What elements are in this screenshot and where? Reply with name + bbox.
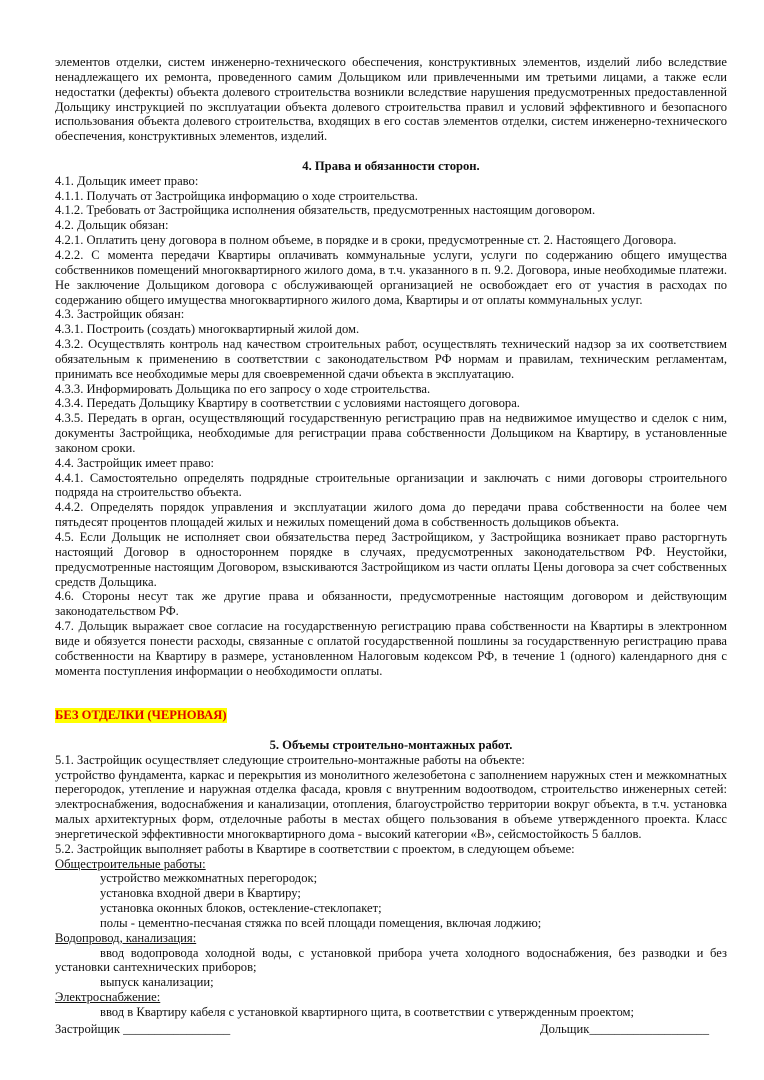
clause-item: 4.6. Стороны несут так же другие права и обязанности, предусмотренные настоящим договором и действующим законодательством РФ.	[55, 589, 727, 619]
section-4-items	[55, 174, 727, 679]
intro-paragraph: элементов отделки, систем инженерно-технического обеспечения, конструктивных элементов, изделий либо вследствие ненадлежащего их ремонта, проведенного самим Дольщиком или привлеченными им третьими лицами, а также если недостатки (дефекты) объекта долевого строительства возникли вследствие нарушения предусмотренных предоставленной Дольщику инструкцией по эксплуатации объекта долевого строительства правил и условий эффективного и безопасного использования объекта долевого строительства, входящих в его состав элементов отделки, систем инженерно-технического обеспечения, конструктивных элементов, изделий.	[55, 55, 727, 144]
clause-item: 4.4.1. Самостоятельно определять подрядные строительные организации и заключать с ними договоры строительного подряда на строительство объекта.	[55, 470, 727, 500]
list-item: ввод в Квартиру кабеля с установкой квартирного щита, в соответствии с утвержденным проектом;	[100, 1005, 635, 1019]
section-4-title: 4. Права и обязанности сторон.	[302, 158, 480, 173]
clause-item: 4.3.5. Передать в орган, осуществляющий государственную регистрацию прав на недвижимое имущество и сделок с ним, документы Застройщика, необходимые для регистрации права собственности Дольщиком на Квартиру, в установленные законом сроки.	[55, 411, 727, 455]
clause-item: 4.3.3. Информировать Дольщика по его запросу о ходе строительства.	[55, 381, 431, 396]
water-title: Водопровод, канализация:	[55, 930, 197, 945]
clause-item: 4.3.1. Построить (создать) многоквартирный жилой дом.	[55, 322, 360, 337]
clause-item: 4.3. Застройщик обязан:	[55, 307, 185, 322]
signature-line	[55, 1022, 727, 1037]
shareholder-signature: Дольщик___________________	[540, 1021, 709, 1036]
developer-signature: Застройщик _________________	[55, 1021, 231, 1036]
list-item: установка входной двери в Квартиру;	[100, 886, 301, 901]
clause-item: 4.2.2. С момента передачи Квартиры оплачивать коммунальные услуги, услуги по содержанию общего имущества собственников помещений многоквартирного жилого дома, в т.ч. указанного в п. 9.2. Договора, иные необходимые платежи. Не заключение Дольщиком договора с обслуживающей организацией не освобождает его от участия в расходах по содержанию общего имущества многоквартирного жилого дома, Квартиры и от оплаты коммунальных услуг.	[55, 247, 727, 307]
list-item: установка оконных блоков, остекление-стеклопакет;	[100, 901, 382, 916]
clause-item: 4.1.2. Требовать от Застройщика исполнения обязательств, предусмотренных настоящим договором.	[55, 203, 596, 218]
general-works-title: Общестроительные работы:	[55, 856, 206, 871]
clause-item: 4.4. Застройщик имеет право:	[55, 455, 215, 470]
clause-item: 4.1. Дольщик имеет право:	[55, 173, 199, 188]
clause-5-1: 5.1. Застройщик осуществляет следующие строительно-монтажные работы на объекте:	[55, 752, 525, 767]
clause-item: 4.5. Если Дольщик не исполняет свои обязательства перед Застройщиком, у Застройщика возникает право расторгнуть настоящий Договор в одностороннем порядке в случаях, предусмотренных законодательством РФ. Неустойки, предусмотренные настоящим Договором, взыскиваются Застройщиком из части оплаты Цены договора за счет собственных средств Дольщика.	[55, 530, 727, 589]
finish-type-highlight: БЕЗ ОТДЕЛКИ (ЧЕРНОВАЯ)	[55, 708, 227, 723]
clause-item: 4.4.2. Определять порядок управления и эксплуатации жилого дома до передачи права собственности на более чем пятьдесят процентов площадей жилых и нежилых помещений дома в собственность дольщиков объекта.	[55, 500, 727, 530]
section-5-title: 5. Объемы строительно-монтажных работ.	[269, 737, 513, 752]
list-item: полы - цементно-песчаная стяжка по всей площади помещения, включая лоджию;	[100, 915, 542, 930]
clause-item: 4.3.2. Осуществлять контроль над качеством строительных работ, осуществлять технический надзор за их соответствием обязательным к применению в соответствии с законодательством РФ нормам и правилам, техническим регламентам, принимать все необходимые меры для своевременной сдачи объекта в эксплуатацию.	[55, 337, 727, 381]
clause-5-2: 5.2. Застройщик выполняет работы в Квартире в соответствии с проектом, в следующем объеме:	[55, 841, 575, 856]
clause-item: 4.2. Дольщик обязан:	[55, 218, 169, 233]
clause-5-1-body: устройство фундамента, каркас и перекрытия из монолитного железобетона с заполнением наружных стен и межкомнатных перегородок, утепление и наружная отделка фасада, кровля с внутренним водоотводом, строительство инженерных сетей: электроснабжения, водоснабжения и канализации, отопления, благоустройство территории вокруг объекта, в т.ч. установка малых архитектурных форм, отделочные работы в местах общего пользования в объеме утвержденного проекта. Класс энергетической эффективности многоквартирного дома - высокий категории «В», сейсмостойкость 5 баллов.	[55, 767, 727, 841]
clause-item: 4.7. Дольщик выражает свое согласие на государственную регистрацию права собственности на Квартиры в электронном виде и обязуется понести расходы, связанные с оплатой государственной пошлины за государственную регистрацию права собственности на Квартиру в размере, установленном Налоговым кодексом РФ, в течение 1 (одного) календарного дня с момента поступления информации о необходимости оплаты.	[55, 619, 727, 678]
clause-item: 4.3.4. Передать Дольщику Квартиру в соответствии с условиями настоящего договора.	[55, 396, 520, 411]
document-page	[55, 55, 727, 1037]
list-item: ввод водопровода холодной воды, с установкой прибора учета холодного водоснабжения, без разводки и без установки сантехнических приборов;	[55, 945, 727, 975]
electric-title: Электроснабжение:	[55, 990, 161, 1005]
clause-item: 4.1.1. Получать от Застройщика информацию о ходе строительства.	[55, 188, 418, 203]
list-item: устройство межкомнатных перегородок;	[100, 871, 318, 886]
clause-item: 4.2.1. Оплатить цену договора в полном объеме, в порядке и в сроки, предусмотренные ст. 2. Настоящего Договора.	[55, 233, 677, 248]
list-item: выпуск канализации;	[100, 975, 214, 990]
